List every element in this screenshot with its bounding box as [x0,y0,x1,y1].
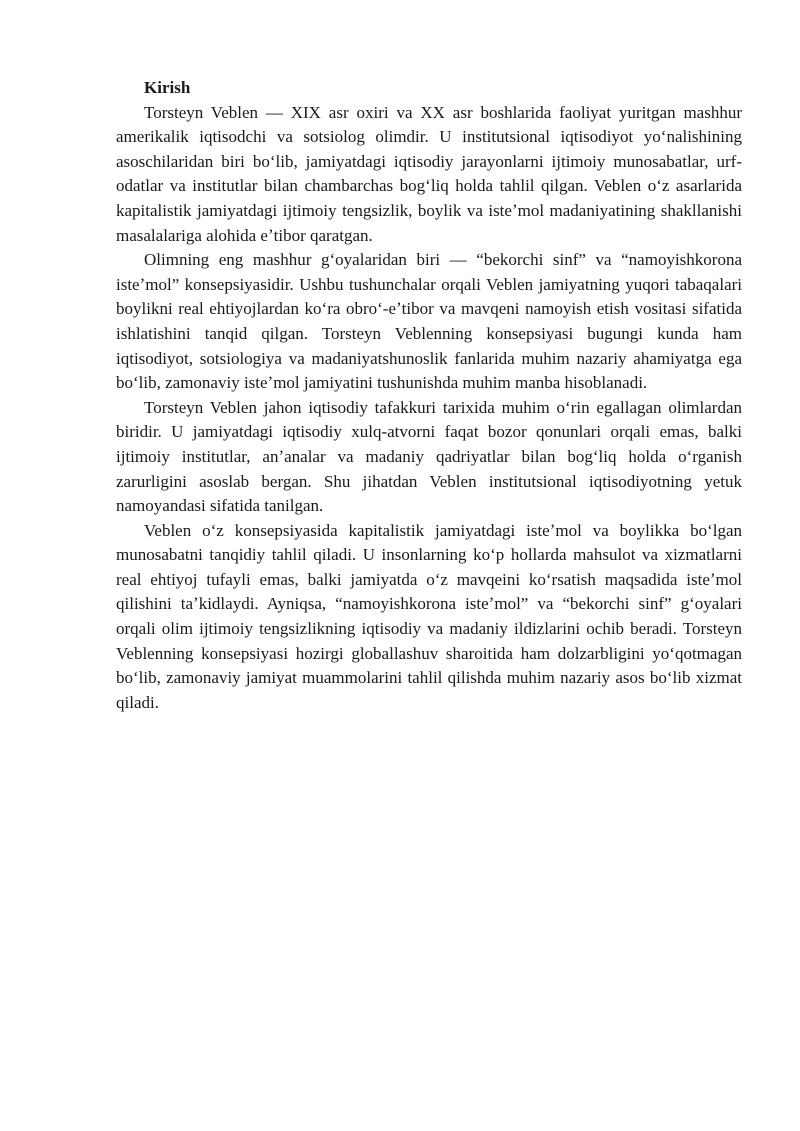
paragraph-2: Olimning eng mashhur gʻoyalaridan biri — “bekorchi sinf” va “namoyishkorona isteʼmol” konsepsiyasidir. Ushbu tushunchalar orqali Veblen jamiyatning yuqori tabaqalari boylikni real ehtiyojlardan koʻra obroʻ-eʼtibor va mavqeni namoyish etish vositasi sifatida ishlatishini tanqid qilgan. Torsteyn Veblenning konsepsiyasi bugungi kunda ham iqtisodiyot, sotsiologiya va madaniyatshunoslik fanlarida muhim nazariy ahamiyatga ega boʻlib, zamonaviy isteʼmol jamiyatini tushunishda muhim manba hisoblanadi. [116,250,742,393]
paragraph-4: Veblen oʻz konsepsiyasida kapitalistik jamiyatdagi isteʼmol va boylikka boʻlgan munosabatni tanqidiy tahlil qiladi. U insonlarning koʻp hollarda mahsulot va xizmatlarni real ehtiyoj tufayli emas, balki jamiyatda oʻz mavqeini koʻrsatish maqsadida isteʼmol qilishini taʼkidlaydi. Ayniqsa, “namoyishkorona isteʼmol” va “bekorchi sinf” gʻoyalari orqali olim ijtimoiy tengsizlikning iqtisodiy va madaniy ildizlarini ochib beradi. Torsteyn Veblenning konsepsiyasi hozirgi globallashuv sharoitida ham dolzarbligini yoʻqotmagan boʻlib, zamonaviy jamiyat muammolarini tahlil qilishda muhim nazariy asos boʻlib xizmat qiladi. [116,520,742,712]
section-heading: Kirish [144,78,191,97]
document-body [116,76,742,715]
paragraph-1: Torsteyn Veblen — XIX asr oxiri va XX asr boshlarida faoliyat yuritgan mashhur amerikalik iqtisodchi va sotsiolog olimdir. U institutsional iqtisodiyot yoʻnalishining asoschilaridan biri boʻlib, jamiyatdagi iqtisodiy jarayonlarni ijtimoiy munosabatlar, urf-odatlar va institutlar bilan chambarchas bogʻliq holda tahlil qilgan. Veblen oʻz asarlarida kapitalistik jamiyatdagi ijtimoiy tengsizlik, boylik va isteʼmol madaniyatining shakllanishi masalalariga alohida eʼtibor qaratgan. [116,102,742,245]
paragraph-3: Torsteyn Veblen jahon iqtisodiy tafakkuri tarixida muhim oʻrin egallagan olimlardan biridir. U jamiyatdagi iqtisodiy xulq-atvorni faqat bozor qonunlari orqali emas, balki ijtimoiy institutlar, anʼanalar va madaniy qadriyatlar bilan bogʻliq holda oʻrganish zarurligini asoslab bergan. Shu jihatdan Veblen institutsional iqtisodiyotning yetuk namoyandasi sifatida tanilgan. [116,397,742,516]
